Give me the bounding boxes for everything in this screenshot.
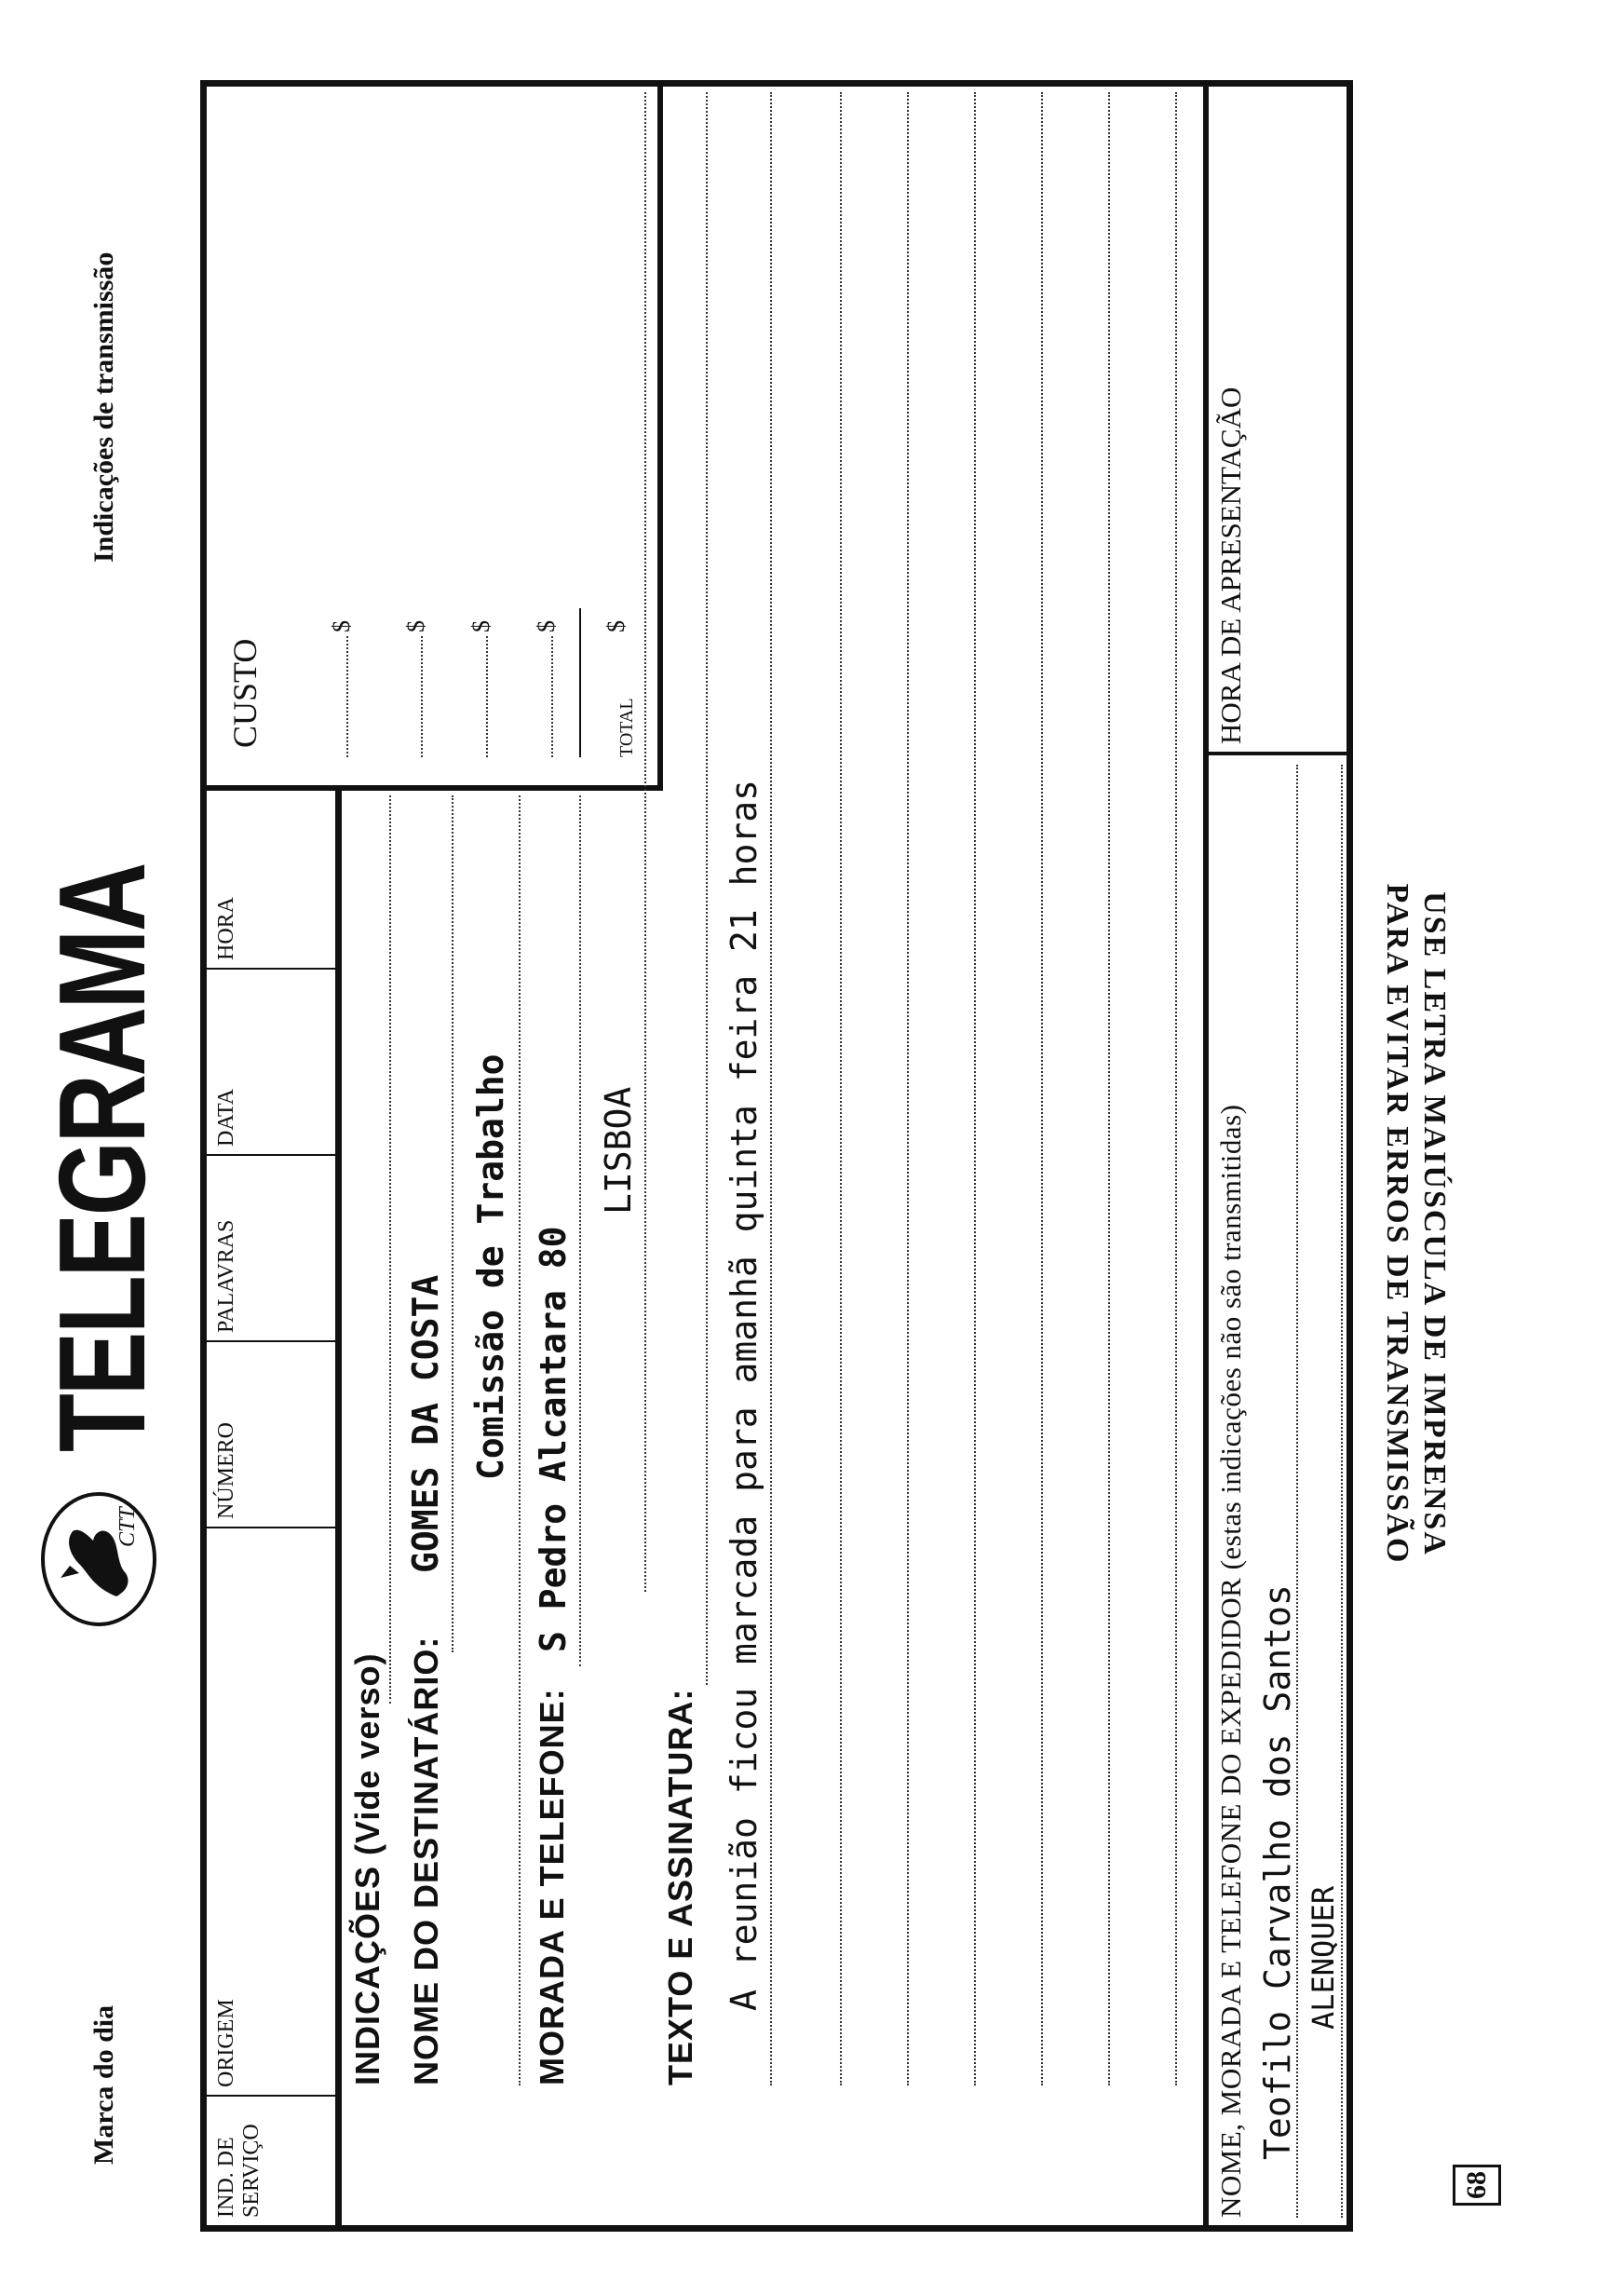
- nome-destinatario-label: NOME DO DESTINATÁRIO:: [407, 1636, 445, 2085]
- morada-label: MORADA E TELEFONE:: [533, 1688, 571, 2085]
- cidade-value[interactable]: LISBOA: [598, 1086, 639, 1215]
- custo-currency-1: $: [328, 620, 355, 632]
- morada-value[interactable]: S Pedro Alcantara 80: [533, 1226, 574, 1652]
- horse-rider-icon: [37, 1489, 160, 1629]
- text-line-7: [1175, 92, 1177, 2085]
- ctt-logo: [37, 1489, 160, 1629]
- top-row-heavy-divider: [336, 791, 342, 2225]
- data-cell[interactable]: [207, 968, 337, 1154]
- texto-label-line: [706, 92, 708, 1685]
- nome-line2-value[interactable]: Comissão de Trabalho: [470, 1053, 511, 1480]
- hora-apresentacao-label: HORA DE APRESENTAÇÃO: [1214, 387, 1247, 744]
- custo-sum-line: [579, 608, 581, 757]
- custo-total-label: TOTAL: [616, 698, 637, 757]
- reversed-instructions: [1369, 618, 1453, 1829]
- logo-text: CTT: [115, 1507, 140, 1547]
- nome-line: [452, 795, 453, 1652]
- text-line-3: [907, 92, 909, 2085]
- nome-line2: [519, 795, 521, 2085]
- sender-city[interactable]: ALENQUER: [1306, 1885, 1341, 2030]
- text-line-1: [770, 92, 772, 2085]
- ind-servico-cell[interactable]: [207, 2095, 337, 2225]
- custo-currency-4: $: [533, 620, 560, 632]
- ind-servico-label: IND. DE SERVIÇO: [214, 2124, 264, 2218]
- indicacoes-line: [389, 795, 391, 1704]
- numero-cell[interactable]: [207, 1340, 337, 1527]
- sender-line-2: [1341, 765, 1343, 2218]
- sender-line-1: [1296, 765, 1298, 2218]
- page-title: TELEGRAMA: [34, 864, 170, 1452]
- morada-line: [579, 795, 581, 1666]
- texto-label: TEXTO E ASSINATURA:: [661, 1688, 699, 2085]
- custo-currency-2: $: [402, 620, 429, 632]
- text-line-5: [1041, 92, 1043, 2085]
- reversed-line-2: USE LETRA MAIÚSCULA DE IMPRENSA: [1417, 891, 1452, 1556]
- indicacoes-transmissao-label: Indicações de transmissão: [88, 251, 119, 563]
- data-label: DATA: [214, 1088, 238, 1147]
- hora-cell[interactable]: [207, 791, 337, 968]
- telegram-form: [200, 80, 1353, 2232]
- hora-label: HORA: [214, 896, 238, 960]
- nome-destinatario-value[interactable]: GOMES DA COSTA: [405, 1274, 446, 1573]
- origem-cell[interactable]: [207, 1527, 337, 2095]
- text-line-2: [840, 92, 842, 2085]
- page-number: 68: [1453, 2165, 1501, 2206]
- custo-total-currency: $: [602, 620, 629, 632]
- text-line-4: [974, 92, 976, 2085]
- cidade-line: [644, 92, 646, 1592]
- custo-currency-3: $: [467, 620, 494, 632]
- origem-label: ORIGEM: [214, 1999, 238, 2087]
- custo-label: CUSTO: [226, 638, 264, 748]
- hora-apresentacao-cell[interactable]: [1203, 87, 1353, 755]
- palavras-label: PALAVRAS: [214, 1219, 238, 1333]
- palavras-cell[interactable]: [207, 1154, 337, 1340]
- sender-label: NOME, MORADA E TELEFONE DO EXPEDIDOR (estas indicações não são transmitidas): [1214, 1104, 1247, 2218]
- texto-value[interactable]: A reunião ficou marcada para amanhã quinta feira 21 horas: [724, 779, 765, 2011]
- numero-label: NÚMERO: [214, 1421, 238, 1519]
- text-line-6: [1108, 92, 1110, 2085]
- reversed-line-1: PARA EVITAR ERROS DE TRANSMISSÃO: [1380, 883, 1414, 1565]
- indicacoes-label: INDICAÇÕES (Vide verso): [348, 1652, 386, 2085]
- sender-name[interactable]: Teofilo Carvalho dos Santos: [1257, 1584, 1298, 2160]
- custo-box[interactable]: [207, 87, 663, 791]
- marca-do-dia-label: Marca do dia: [88, 2004, 119, 2165]
